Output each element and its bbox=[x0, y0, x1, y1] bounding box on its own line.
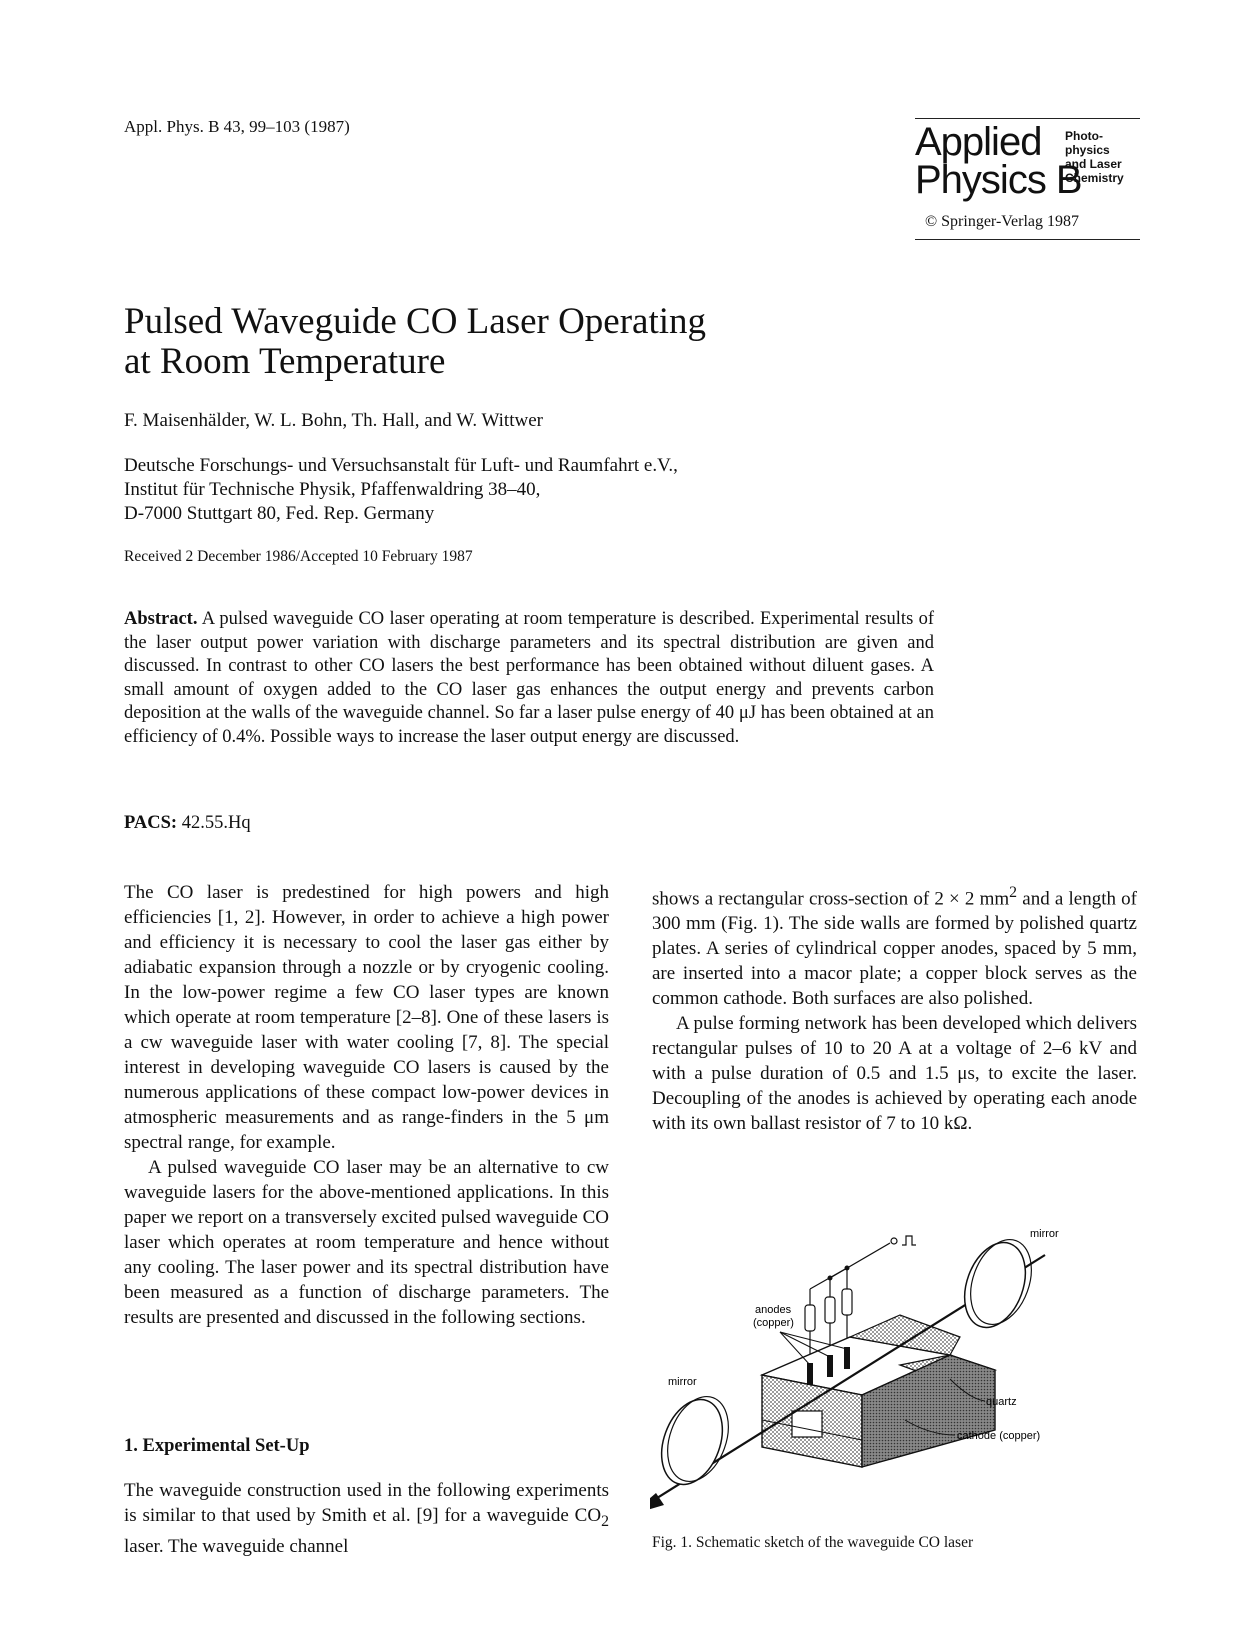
logo-sub-line: Chemistry bbox=[1065, 171, 1124, 185]
paragraph-text: shows a rectangular cross-section of 2 × 2 mm bbox=[652, 888, 1010, 910]
anode-pin bbox=[827, 1355, 833, 1377]
paragraph bbox=[652, 880, 1137, 1011]
waveguide-channel bbox=[792, 1411, 822, 1437]
superscript: 2 bbox=[1009, 884, 1018, 901]
pacs-value: 42.55.Hq bbox=[181, 813, 251, 833]
anode-pin bbox=[807, 1363, 813, 1385]
label-cathode: cathode (copper) bbox=[957, 1430, 1041, 1442]
label-quartz: quartz bbox=[986, 1396, 1017, 1408]
pulse-symbol bbox=[902, 1236, 916, 1245]
ballast-resistor bbox=[825, 1297, 835, 1323]
label-mirror-left: mirror bbox=[668, 1376, 697, 1388]
title-line: at Room Temperature bbox=[124, 341, 446, 382]
paragraph: A pulsed waveguide CO laser may be an alternative to cw waveguide lasers for the above-mentioned applications. In this paper we report on a transversely excited pulsed waveguide CO laser which operates at room temperature and hence without any cooling. The laser power and its spectral distribution have been measured as a function of discharge parameters. The results are presented and discussed in the following sections. bbox=[124, 1157, 609, 1328]
body-right-column bbox=[652, 880, 1137, 1136]
journal-logo bbox=[915, 119, 1140, 209]
affiliation-line: Institut für Technische Physik, Pfaffenwaldring 38–40, bbox=[124, 479, 541, 500]
copyright: © Springer-Verlag 1987 bbox=[925, 213, 1080, 230]
mirror-left bbox=[651, 1391, 734, 1493]
body-left-column bbox=[124, 880, 609, 1330]
journal-citation: Appl. Phys. B 43, 99–103 (1987) bbox=[124, 117, 350, 136]
journal-logo-line1: Applied bbox=[915, 120, 1042, 164]
label-anodes: anodes bbox=[755, 1304, 792, 1316]
affiliation-line: Deutsche Forschungs- und Versuchsanstalt für Luft- und Raumfahrt e.V., bbox=[124, 455, 678, 476]
authors: F. Maisenhälder, W. L. Bohn, Th. Hall, and W. Wittwer bbox=[124, 410, 543, 431]
pacs-label: PACS: bbox=[124, 813, 178, 833]
figure-1 bbox=[650, 1205, 1150, 1510]
anode-pin bbox=[844, 1347, 850, 1369]
paragraph-text: laser. The waveguide channel bbox=[124, 1535, 349, 1557]
section-heading: 1. Experimental Set-Up bbox=[124, 1436, 310, 1456]
paragraph: A pulse forming network has been developed which delivers rectangular pulses of 10 to 20 A at a voltage of 2–6 kV and with a pulse duration of 0.5 and 1.5 μs, to excite the laser. Decoupling of the anodes is achieved by operating each anode with its own ballast resistor of 7 to 10 kΩ. bbox=[652, 1013, 1137, 1135]
title-line: Pulsed Waveguide CO Laser Operating bbox=[124, 301, 707, 342]
logo-sub-line: physics bbox=[1065, 143, 1110, 157]
laser-schematic bbox=[650, 1205, 1150, 1510]
abstract-label: Abstract. bbox=[124, 609, 198, 629]
abstract-text: A pulsed waveguide CO laser operating at room temperature is described. Experimental results of the laser output power variation with discharge parameters and its spectral distribution are given and discussed. In contrast to other CO lasers the best performance has been obtained without diluent gases. A small amount of oxygen added to the CO laser gas enhances the output energy and prevents carbon deposition at the walls of the waveguide channel. So far a laser pulse energy of 40 μJ has been obtained at an efficiency of 0.4%. Possible ways to increase the laser output energy are discussed. bbox=[124, 609, 934, 747]
leader-line bbox=[780, 1332, 847, 1349]
paragraph bbox=[124, 1478, 609, 1559]
paragraph-text: The waveguide construction used in the following experiments is similar to that used by Smith et al. [9] for a waveguide CO bbox=[124, 1480, 609, 1526]
paragraph: The CO laser is predestined for high powers and high efficiencies [1, 2]. However, in order to achieve a high power and efficiency it is necessary to cool the laser gas either by adiabatic expansion through a nozzle or by cryogenic cooling. In the low-power regime a few CO laser types are known which operate at room temperature [2–8]. One of these lasers is a cw waveguide laser with water cooling [7, 8]. The special interest in developing waveguide CO lasers is caused by the numerous applications of these compact low-power devices in atmospheric measurements and as range-finders in the 5 μm spectral range, for example. bbox=[124, 882, 609, 1153]
ballast-resistor bbox=[805, 1305, 815, 1331]
affiliation-line: D-7000 Stuttgart 80, Fed. Rep. Germany bbox=[124, 503, 435, 524]
logo-sub-line: and Laser bbox=[1065, 157, 1122, 171]
figure-caption: Fig. 1. Schematic sketch of the waveguide CO laser bbox=[652, 1534, 974, 1551]
journal-logo-box bbox=[915, 118, 1140, 240]
divider bbox=[915, 239, 1140, 240]
logo-sub-line: Photo- bbox=[1065, 129, 1103, 143]
affiliation bbox=[124, 454, 678, 526]
label-copper: (copper) bbox=[753, 1317, 794, 1329]
abstract bbox=[124, 608, 934, 749]
mirror-right bbox=[954, 1234, 1037, 1336]
journal-logo-line2: Physics B bbox=[915, 158, 1082, 202]
pacs bbox=[124, 813, 251, 834]
label-mirror-right: mirror bbox=[1030, 1228, 1059, 1240]
body-left-column-continued bbox=[124, 1478, 609, 1559]
ballast-resistor bbox=[842, 1289, 852, 1315]
article-title bbox=[124, 302, 824, 382]
leader-line bbox=[780, 1332, 830, 1357]
paragraph-text: and a length of 300 mm (Fig. 1). The side walls are formed by polished quartz plates. A series of cylindrical copper anodes, spaced by 5 mm, are inserted into a macor plate; a copper block serves as the common cathode. Both surfaces are also polished. bbox=[652, 888, 1137, 1010]
journal-logo-subtitle bbox=[1065, 129, 1124, 185]
wire-terminal bbox=[891, 1238, 897, 1244]
received-dates: Received 2 December 1986/Accepted 10 February 1987 bbox=[124, 548, 473, 565]
subscript: 2 bbox=[601, 1512, 609, 1530]
